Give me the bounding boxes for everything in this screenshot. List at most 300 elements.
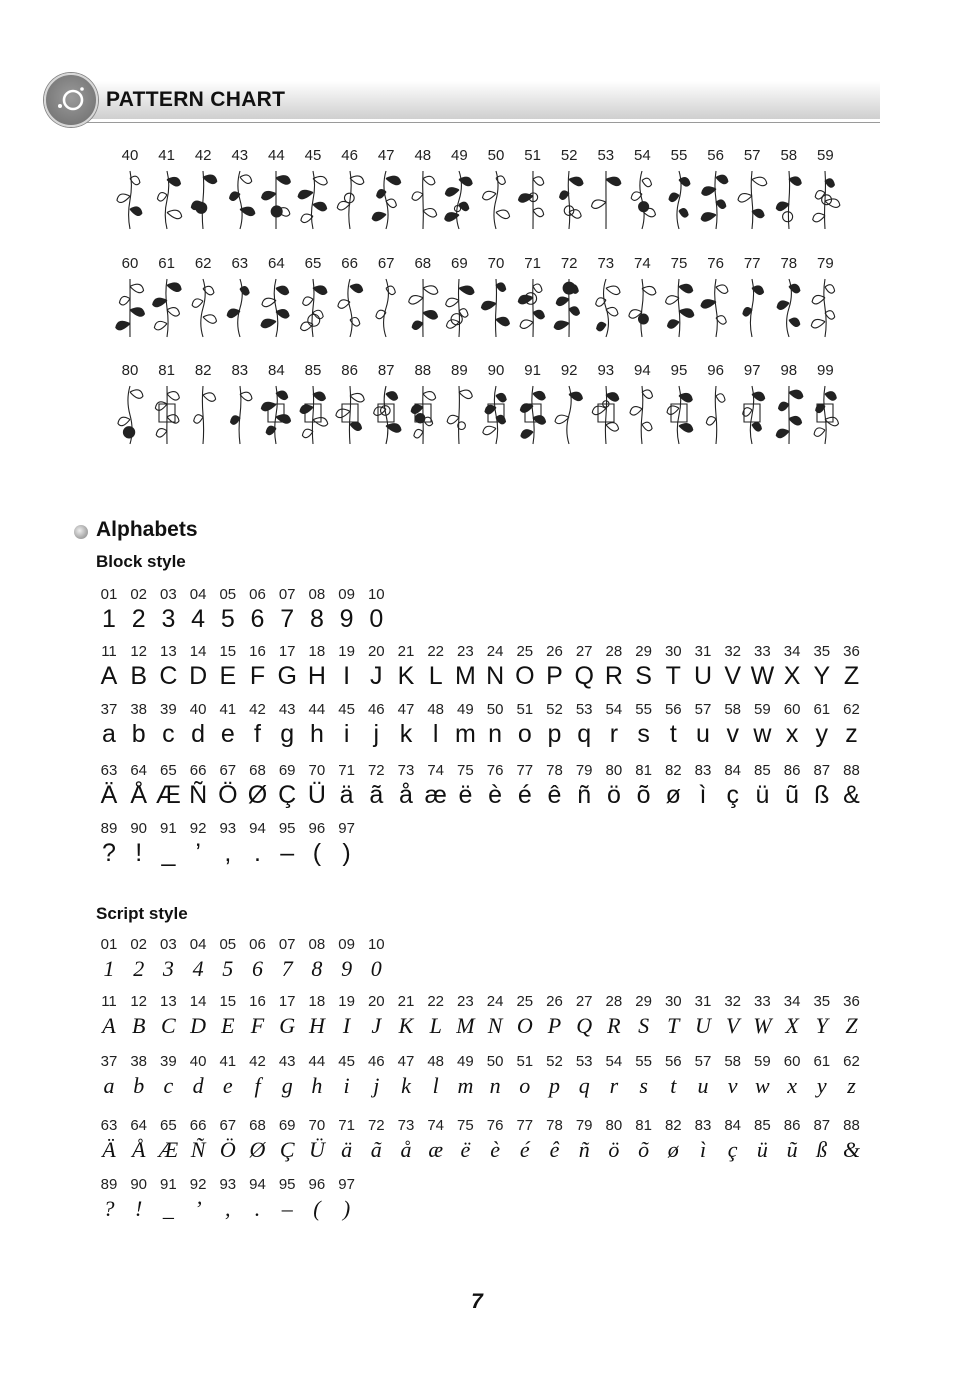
pattern-67 [368, 255, 404, 365]
char-cell-06 [243, 936, 273, 984]
stitch-motif-icon [258, 169, 294, 231]
char-cell-34 [777, 993, 807, 1041]
char-number: 59 [754, 701, 771, 718]
char-glyph: Z [843, 662, 860, 690]
char-glyph: y [815, 720, 829, 748]
char-cell-76 [480, 1117, 510, 1165]
pattern-number: 40 [121, 147, 139, 164]
stitch-motif-icon [734, 169, 770, 231]
pattern-91 [515, 362, 551, 472]
char-cell-58 [718, 701, 748, 749]
char-cell-46 [361, 701, 391, 749]
char-cell-29 [629, 643, 659, 691]
char-glyph: E [219, 662, 237, 690]
char-glyph: q [577, 720, 592, 748]
header-rule [74, 122, 880, 123]
char-number: 01 [100, 586, 118, 603]
char-number: 58 [724, 701, 742, 718]
char-cell-65 [153, 762, 183, 810]
char-glyph: j [373, 1073, 380, 1098]
char-number: 70 [308, 1117, 326, 1134]
char-number: 72 [367, 1117, 385, 1134]
pattern-number: 74 [634, 255, 651, 272]
char-cell-97 [332, 1176, 362, 1224]
char-cell-57 [688, 1053, 718, 1101]
char-glyph: ã [369, 781, 384, 809]
stitch-motif-icon [771, 169, 807, 231]
char-glyph: Ö [218, 781, 238, 809]
char-glyph: z [847, 1073, 856, 1098]
char-number: 57 [694, 1053, 712, 1070]
char-glyph: T [667, 1013, 680, 1038]
stitch-motif-icon [258, 277, 294, 339]
char-number: 50 [486, 701, 504, 718]
char-number: 46 [367, 701, 385, 718]
stitch-motif-icon [441, 384, 477, 446]
pattern-83 [222, 362, 258, 472]
char-cell-48 [421, 1053, 451, 1101]
char-cell-19 [332, 643, 362, 691]
char-cell-92 [183, 1176, 213, 1224]
char-cell-09 [332, 586, 362, 634]
char-glyph: Ç [279, 1137, 295, 1162]
char-number: 39 [160, 701, 177, 718]
char-number: 47 [397, 701, 415, 718]
char-cell-90 [124, 1176, 154, 1224]
char-number: 43 [278, 701, 296, 718]
char-number: 29 [635, 643, 652, 660]
stitch-motif-icon [661, 277, 697, 339]
stitch-motif-icon [222, 277, 258, 339]
stitch-motif-icon [698, 277, 734, 339]
char-glyph: 1 [102, 605, 116, 633]
stitch-motif-icon [771, 384, 807, 446]
char-number: 06 [249, 936, 266, 953]
pattern-62 [185, 255, 221, 365]
char-cell-21 [391, 993, 421, 1041]
char-cell-84 [718, 1117, 748, 1165]
pattern-number: 94 [634, 362, 651, 379]
char-cell-15 [213, 643, 243, 691]
char-cell-30 [658, 643, 688, 691]
char-glyph: j [373, 720, 380, 748]
char-glyph: ) [342, 839, 351, 867]
char-glyph: 4 [192, 956, 204, 981]
pattern-48 [405, 147, 441, 257]
pattern-number: 52 [560, 147, 578, 164]
stitch-motif-icon [771, 277, 807, 339]
pattern-85 [295, 362, 331, 472]
char-cell-34 [777, 643, 807, 691]
char-number: 83 [694, 1117, 712, 1134]
char-cell-27 [569, 993, 599, 1041]
stitch-motif-icon [551, 384, 587, 446]
char-glyph: _ [162, 1196, 174, 1221]
char-number: 63 [100, 1117, 118, 1134]
char-number: 66 [189, 762, 207, 779]
char-cell-93 [213, 820, 243, 868]
char-cell-29 [629, 993, 659, 1041]
char-glyph: , [225, 1196, 231, 1221]
char-cell-59 [747, 701, 777, 749]
script-row-lowercase [94, 1053, 874, 1109]
char-cell-85 [747, 1117, 777, 1165]
char-glyph: a [102, 720, 116, 748]
char-cell-72 [361, 1117, 391, 1165]
char-cell-63 [94, 762, 124, 810]
char-number: 94 [249, 1176, 266, 1193]
char-glyph: . [254, 839, 261, 867]
char-glyph: å [400, 1137, 412, 1162]
char-cell-68 [243, 762, 273, 810]
char-number: 62 [843, 1053, 860, 1070]
char-glyph: K [397, 662, 415, 690]
char-glyph: V [724, 662, 742, 690]
pattern-63 [222, 255, 258, 365]
char-number: 23 [457, 993, 474, 1010]
char-number: 41 [219, 1053, 237, 1070]
char-glyph: m [457, 1073, 474, 1098]
char-number: 24 [486, 643, 504, 660]
char-glyph: ç [726, 781, 739, 809]
char-cell-88 [837, 762, 867, 810]
char-cell-94 [243, 820, 273, 868]
char-cell-32 [718, 993, 748, 1041]
char-number: 69 [278, 1117, 296, 1134]
char-number: 90 [130, 1176, 148, 1193]
pattern-99 [807, 362, 843, 472]
stitch-motif-icon [149, 384, 185, 446]
char-cell-59 [747, 1053, 777, 1101]
char-glyph: Y [815, 1013, 828, 1038]
char-number: 89 [100, 1176, 118, 1193]
pattern-number: 42 [194, 147, 212, 164]
char-cell-77 [510, 762, 540, 810]
char-glyph: è [488, 781, 503, 809]
char-number: 55 [635, 701, 652, 718]
char-cell-23 [450, 643, 480, 691]
char-number: 90 [130, 820, 148, 837]
char-number: 07 [278, 586, 296, 603]
char-number: 12 [130, 993, 148, 1010]
char-cell-48 [421, 701, 451, 749]
char-glyph: V [725, 1013, 740, 1038]
char-glyph: o [517, 720, 532, 748]
char-number: 06 [249, 586, 266, 603]
char-glyph: ø [667, 1137, 679, 1162]
char-glyph: N [487, 1013, 503, 1038]
char-glyph: a [103, 1073, 115, 1098]
pattern-89 [441, 362, 477, 472]
char-number: 42 [249, 701, 266, 718]
char-glyph: & [842, 1137, 861, 1162]
stitch-motif-icon [112, 384, 148, 446]
char-glyph: ë [458, 781, 473, 809]
char-cell-17 [272, 993, 302, 1041]
char-cell-20 [361, 643, 391, 691]
char-glyph: O [516, 1013, 533, 1038]
char-number: 07 [278, 936, 296, 953]
char-cell-96 [302, 1176, 332, 1224]
char-number: 71 [338, 1117, 355, 1134]
char-cell-71 [332, 1117, 362, 1165]
char-number: 51 [516, 1053, 534, 1070]
char-number: 36 [843, 993, 860, 1010]
char-number: 08 [308, 936, 326, 953]
stitch-motif-icon [185, 169, 221, 231]
char-glyph: ø [665, 781, 681, 809]
char-glyph: 0 [370, 956, 382, 981]
char-cell-07 [272, 936, 302, 984]
char-cell-83 [688, 1117, 718, 1165]
char-glyph: B [130, 662, 148, 690]
char-glyph: ä [339, 781, 354, 809]
char-number: 21 [397, 993, 415, 1010]
char-glyph: ( [313, 1196, 321, 1221]
char-glyph: M [454, 662, 476, 690]
char-number: 03 [160, 936, 177, 953]
char-number: 15 [219, 643, 237, 660]
char-number: 64 [130, 1117, 148, 1134]
char-number: 11 [101, 993, 117, 1010]
char-cell-50 [480, 1053, 510, 1101]
char-glyph: G [277, 662, 297, 690]
char-cell-71 [332, 762, 362, 810]
char-number: 68 [249, 762, 266, 779]
char-glyph: U [693, 662, 713, 690]
stitch-motif-icon [368, 277, 404, 339]
pattern-number: 90 [487, 362, 505, 379]
char-glyph: X [785, 1013, 799, 1038]
char-glyph: P [546, 662, 563, 690]
stitch-motif-icon [551, 277, 587, 339]
char-number: 75 [457, 1117, 474, 1134]
char-number: 02 [130, 586, 148, 603]
pattern-42 [185, 147, 221, 257]
char-number: 78 [546, 1117, 563, 1134]
char-cell-24 [480, 643, 510, 691]
char-cell-70 [302, 1117, 332, 1165]
char-cell-19 [332, 993, 362, 1041]
char-glyph: Å [131, 1137, 146, 1162]
pattern-number: 82 [194, 362, 212, 379]
char-cell-58 [718, 1053, 748, 1101]
char-cell-68 [243, 1117, 273, 1165]
char-cell-85 [747, 762, 777, 810]
char-glyph: I [342, 1013, 351, 1038]
char-cell-18 [302, 643, 332, 691]
char-cell-84 [718, 762, 748, 810]
pattern-number: 66 [341, 255, 358, 272]
char-glyph: Æ [158, 1137, 179, 1162]
char-number: 20 [367, 643, 385, 660]
char-number: 51 [516, 701, 534, 718]
char-cell-67 [213, 762, 243, 810]
char-number: 74 [427, 762, 445, 779]
stitch-motif-icon [588, 169, 624, 231]
char-glyph: R [607, 1013, 621, 1038]
char-number: 44 [308, 1053, 326, 1070]
char-cell-81 [629, 762, 659, 810]
char-number: 30 [664, 993, 682, 1010]
pattern-98 [771, 362, 807, 472]
block-row-uppercase [94, 643, 874, 699]
pattern-number: 63 [231, 255, 249, 272]
char-number: 08 [308, 586, 326, 603]
char-cell-57 [688, 701, 718, 749]
char-cell-80 [599, 1117, 629, 1165]
char-glyph: q [578, 1073, 590, 1098]
char-number: 09 [338, 586, 355, 603]
char-glyph: L [428, 662, 443, 690]
pattern-45 [295, 147, 331, 257]
char-cell-41 [213, 1053, 243, 1101]
char-number: 81 [635, 762, 652, 779]
char-number: 42 [249, 1053, 266, 1070]
char-number: 84 [724, 1117, 742, 1134]
pattern-number: 41 [158, 147, 175, 164]
char-cell-26 [540, 993, 570, 1041]
char-glyph: ö [606, 781, 621, 809]
pattern-number: 54 [634, 147, 651, 164]
char-glyph: Ø [249, 1137, 266, 1162]
char-cell-01 [94, 936, 124, 984]
pattern-number: 70 [487, 255, 505, 272]
char-number: 11 [101, 643, 117, 660]
stitch-motif-icon [551, 169, 587, 231]
char-glyph: – [281, 1196, 293, 1221]
char-glyph: 3 [161, 605, 176, 633]
char-glyph: 9 [341, 956, 353, 981]
char-glyph: b [131, 720, 146, 748]
char-number: 73 [397, 1117, 415, 1134]
char-number: 01 [100, 936, 118, 953]
char-glyph: ü [756, 1137, 768, 1162]
char-number: 19 [338, 993, 355, 1010]
char-glyph: 8 [311, 956, 323, 981]
char-cell-87 [807, 1117, 837, 1165]
char-cell-08 [302, 586, 332, 634]
char-glyph: u [697, 1073, 709, 1098]
char-number: 45 [338, 701, 355, 718]
char-glyph: ë [460, 1137, 471, 1162]
char-glyph: v [726, 720, 739, 748]
char-glyph: æ [428, 1137, 444, 1162]
stitch-motif-icon [478, 277, 514, 339]
char-glyph: 9 [339, 605, 354, 633]
char-glyph: 2 [131, 605, 146, 633]
char-cell-47 [391, 701, 421, 749]
char-cell-93 [213, 1176, 243, 1224]
char-glyph: ñ [577, 781, 592, 809]
char-cell-15 [213, 993, 243, 1041]
char-number: 65 [160, 1117, 177, 1134]
pattern-number: 88 [414, 362, 432, 379]
pattern-number: 95 [670, 362, 688, 379]
stitch-motif-icon [515, 277, 551, 339]
char-glyph: l [432, 1073, 439, 1098]
char-glyph: H [308, 1013, 325, 1038]
char-number: 71 [338, 762, 355, 779]
char-glyph: s [637, 720, 650, 748]
pattern-44 [258, 147, 294, 257]
char-glyph: O [515, 662, 535, 690]
pattern-number: 53 [597, 147, 615, 164]
pattern-58 [771, 147, 807, 257]
char-cell-95 [272, 1176, 302, 1224]
char-glyph: 6 [250, 605, 265, 633]
char-number: 75 [457, 762, 474, 779]
char-cell-62 [837, 1053, 867, 1101]
char-glyph: Ñ [190, 1137, 206, 1162]
pattern-87 [368, 362, 404, 472]
stitch-motif-icon [441, 169, 477, 231]
char-cell-51 [510, 701, 540, 749]
char-cell-30 [658, 993, 688, 1041]
script-row-uppercase [94, 993, 874, 1049]
char-cell-54 [599, 701, 629, 749]
char-glyph: e [222, 1073, 233, 1098]
char-glyph: ã [370, 1137, 382, 1162]
char-glyph: A [102, 1013, 116, 1038]
char-glyph: 4 [191, 605, 206, 633]
char-glyph: ß [816, 1137, 828, 1162]
char-cell-69 [272, 762, 302, 810]
char-number: 02 [130, 936, 148, 953]
char-glyph: x [785, 720, 799, 748]
stitch-motif-icon [185, 277, 221, 339]
char-glyph: ñ [578, 1137, 590, 1162]
char-cell-61 [807, 1053, 837, 1101]
pattern-number: 44 [268, 147, 285, 164]
char-number: 84 [724, 762, 742, 779]
char-glyph: p [549, 1073, 560, 1098]
char-cell-44 [302, 1053, 332, 1101]
char-number: 50 [486, 1053, 504, 1070]
char-glyph: x [787, 1073, 797, 1098]
char-cell-16 [243, 993, 273, 1041]
char-glyph: C [159, 662, 178, 690]
pattern-number: 78 [780, 255, 798, 272]
char-cell-64 [124, 1117, 154, 1165]
bullet-icon [74, 525, 88, 539]
char-cell-23 [450, 993, 480, 1041]
char-glyph: ! [135, 1196, 143, 1221]
script-row-digits [94, 936, 874, 992]
pattern-number: 85 [304, 362, 322, 379]
char-cell-38 [124, 1053, 154, 1101]
char-glyph: J [371, 1013, 382, 1038]
stitch-motif-icon [698, 169, 734, 231]
char-glyph: C [161, 1013, 176, 1038]
char-cell-07 [272, 586, 302, 634]
char-glyph: o [519, 1073, 531, 1098]
char-glyph: R [604, 662, 623, 690]
stitch-motif-icon [185, 384, 221, 446]
stitch-dial-icon [44, 73, 98, 127]
char-glyph: ũ [785, 781, 800, 809]
pattern-number: 81 [158, 362, 175, 379]
script-row-accented [94, 1117, 874, 1173]
char-glyph: ? [102, 839, 116, 867]
pattern-77 [734, 255, 770, 365]
char-number: 03 [160, 586, 177, 603]
char-number: 43 [278, 1053, 296, 1070]
char-glyph: w [753, 720, 772, 748]
char-number: 04 [189, 586, 207, 603]
char-number: 46 [367, 1053, 385, 1070]
char-number: 47 [397, 1053, 415, 1070]
